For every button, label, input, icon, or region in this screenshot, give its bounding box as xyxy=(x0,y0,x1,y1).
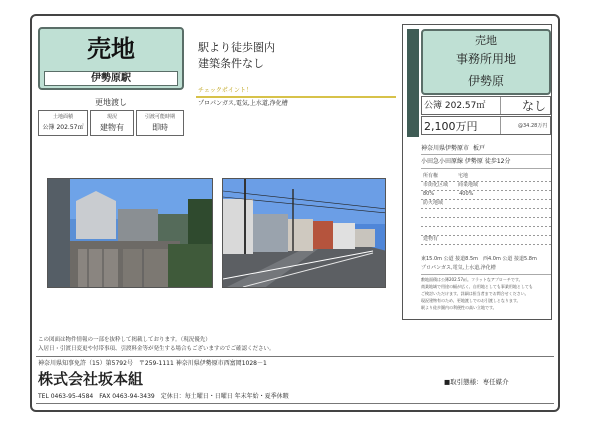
utilities-line xyxy=(421,274,551,275)
station-band xyxy=(44,71,178,86)
photo-building xyxy=(47,178,213,288)
detail-table xyxy=(421,173,551,253)
detail-line: 防火地域 xyxy=(423,200,444,206)
summary-handover-value: 即時 xyxy=(152,123,168,132)
summary-area-value: 公簿 202.57㎡ xyxy=(42,124,84,131)
photo-street-illustration xyxy=(223,179,386,288)
right-area: 公簿 202.57㎡ xyxy=(424,101,486,111)
right-use: 事務所用地 xyxy=(455,52,516,66)
summary-handover-label: 引渡可能時期 xyxy=(144,114,175,120)
footer xyxy=(36,356,554,404)
remarks-line: 駅より徒歩圏内の利便性の高い立地です。 xyxy=(421,305,497,310)
right-access: 小田急小田原線 伊勢原 徒歩12分 xyxy=(421,158,511,165)
right-address-town: 板戸 xyxy=(473,145,486,152)
sale-type-title: 売地 xyxy=(87,35,135,63)
notice-line-2: 入居日・引渡日変更や付帯事項、引渡料金等が発生する場合もございますのでご確認ください。 xyxy=(38,346,275,352)
right-condition: なし xyxy=(522,99,547,113)
summary-status-value: 建物有 xyxy=(100,123,124,132)
detail-line: 所有権 宅地 xyxy=(423,173,469,179)
right-road: 東15.0m 公道 接道8.5m 西4.0m 公道 接道5.8m xyxy=(421,256,537,262)
summary-area-label: 土地面積 xyxy=(52,114,73,120)
right-price-divider xyxy=(500,117,501,134)
detail-line: 建物有 xyxy=(423,236,439,242)
notice-line-1: この図面は物件情報の一部を抜粋して掲載しております。（現況優先） xyxy=(38,337,211,343)
detail-line: 市街化区域 商業地域 xyxy=(423,182,479,188)
right-panel xyxy=(402,24,552,320)
right-sale-type: 売地 xyxy=(475,34,497,47)
footer-broker: ■取引態様：専任媒介 xyxy=(444,378,509,386)
remarks-line: 敷地面積は公簿202.57㎡。フラットなアプローチです。 xyxy=(421,277,523,282)
footer-company: 株式会社坂本組 xyxy=(38,370,144,388)
detail-rule xyxy=(421,244,551,245)
photo-building-illustration xyxy=(48,179,213,288)
summary-area xyxy=(38,110,88,136)
right-area-row xyxy=(421,96,551,115)
detail-rule xyxy=(421,226,551,227)
right-place: 伊勢原 xyxy=(467,74,504,88)
right-summary-box xyxy=(421,29,551,95)
access-line xyxy=(421,168,551,169)
right-price-row xyxy=(421,116,551,135)
right-price: 2,100万円 xyxy=(424,120,478,133)
photo-street xyxy=(222,178,386,288)
detail-rule xyxy=(421,208,551,209)
right-utilities: プロパンガス,電気,上水道,浄化槽 xyxy=(421,265,496,271)
footer-license: 神奈川県知事免許（15）第5792号 〒259-1111 神奈川県伊勢原市西富岡1028－1 xyxy=(38,360,267,367)
summary-status-label: 現況 xyxy=(106,114,117,120)
detail-line: 80% 400% xyxy=(423,191,474,197)
right-tsubo-price: @34.28万円 xyxy=(518,123,548,129)
detail-rule xyxy=(421,235,551,236)
right-side-tabs xyxy=(407,29,419,137)
right-address-city: 神奈川県伊勢原市 xyxy=(421,145,470,152)
detail-rule xyxy=(421,217,551,218)
checkpoint-title: チェックポイント！ xyxy=(198,87,252,94)
remarks-line: 現況建物有のため、更地渡しでのお引渡しとなります。 xyxy=(421,298,521,303)
summary-handover xyxy=(136,110,184,136)
remarks-block xyxy=(421,278,551,318)
delivery-label: 更地渡し xyxy=(95,98,127,107)
station-name: 伊勢原駅 xyxy=(91,73,131,84)
sale-type-box xyxy=(38,27,184,90)
footer-contact: TEL 0463-95-4584 FAX 0463-94-3439 定休日：毎土曜日・日曜日 年末年始・夏季休暇 xyxy=(38,393,289,400)
checkpoint-underline xyxy=(196,96,396,98)
summary-status xyxy=(90,110,134,136)
headline-1: 駅より徒歩圏内 xyxy=(198,41,275,54)
checkpoint-text: プロパンガス,電気,上水道,浄化槽 xyxy=(198,100,288,107)
summary-row xyxy=(38,110,184,136)
remarks-line: 商業地域で用途の幅が広く、自用地としても事業用地としても xyxy=(421,284,533,289)
headline-2: 建築条件なし xyxy=(198,57,264,70)
remarks-line: ご検討いただけます。詳細は担当者までお問合せください。 xyxy=(421,291,529,296)
right-area-divider xyxy=(500,97,501,114)
address-line xyxy=(421,154,551,155)
